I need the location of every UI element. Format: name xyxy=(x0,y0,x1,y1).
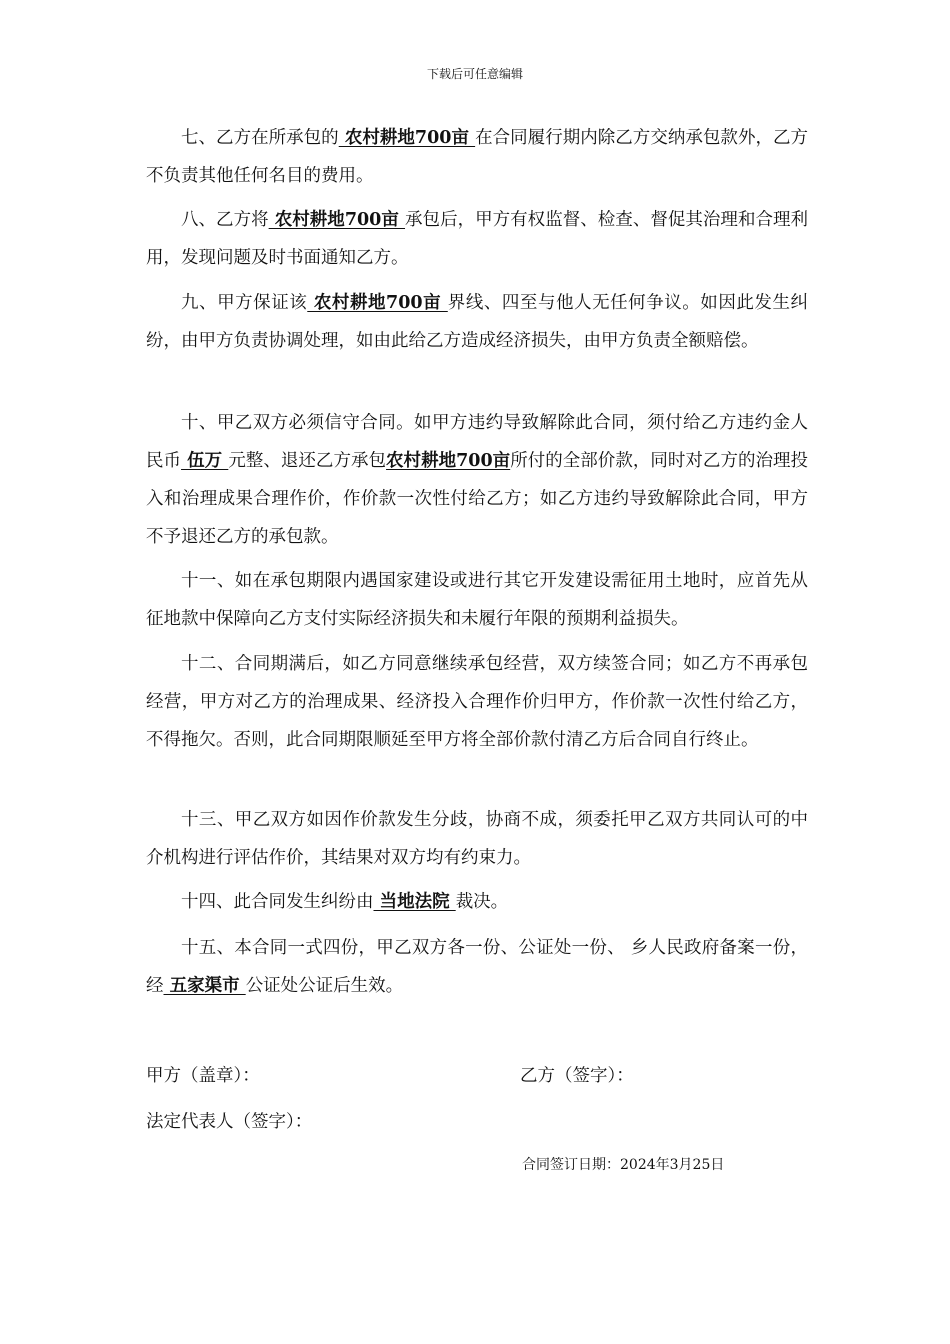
clause-14: 十四、此合同发生纠纷由 当地法院 裁决。 xyxy=(181,892,509,912)
party-a-seal-label: 甲方（盖章）： xyxy=(146,1066,260,1086)
clause-8: 八、乙方将 农村耕地700亩 承包后，甲方有权监督、检查、督促其治理和合理利用，发现问题及时书面通知乙方。 xyxy=(146,210,809,268)
clause-10: 十、甲乙双方必须信守合同。如甲方违约导致解除此合同，须付给乙方违约金人民币 伍万 元整、退还乙方承包农村耕地700亩所付的全部价款，同时对乙方的治理投入和治理成果合理作价，作价款一次性付给乙方；如乙方违约导致解除此合同，甲方不予退还乙方的承包款。 xyxy=(146,413,809,547)
clause-11: 十一、如在承包期限内遇国家建设或进行其它开发建设需征用土地时，应首先从征地款中保障向乙方支付实际经济损失和未履行年限的预期利益损失。 xyxy=(146,571,808,629)
clause-12: 十二、合同期满后，如乙方同意继续承包经营，双方续签合同；如乙方不再承包经营，甲方对乙方的治理成果、经济投入合理作价归甲方，作价款一次性付给乙方，不得拖欠。否则，此合同期限顺延至甲方将全部价款付清乙方后合同自行终止。 xyxy=(146,654,808,750)
page-header: 下载后可任意编辑 xyxy=(426,67,523,81)
clause-9: 九、甲方保证该 农村耕地700亩 界线、四至与他人无任何争议。如因此发生纠纷，由甲方负责协调处理，如由此给乙方造成经济损失，由甲方负责全额赔偿。 xyxy=(146,293,808,351)
party-b-signature-label: 乙方（签字）： xyxy=(520,1066,634,1086)
clause-13: 十三、甲乙双方如因作价款发生分歧，协商不成，须委托甲乙双方共同认可的中介机构进行评估作价，其结果对双方均有约束力。 xyxy=(146,810,808,868)
clause-7: 七、乙方在所承包的 农村耕地700亩 在合同履行期内除乙方交纳承包款外，乙方不负责其他任何名目的费用。 xyxy=(146,128,809,186)
sign-date: 合同签订日期：2024年3月25日 xyxy=(522,1157,725,1173)
legal-rep-signature-label: 法定代表人（签字）： xyxy=(146,1112,313,1132)
clause-15: 十五、本合同一式四份，甲乙双方各一份、公证处一份、 乡人民政府备案一份，经 五家渠市 公证处公证后生效。 xyxy=(146,938,808,996)
